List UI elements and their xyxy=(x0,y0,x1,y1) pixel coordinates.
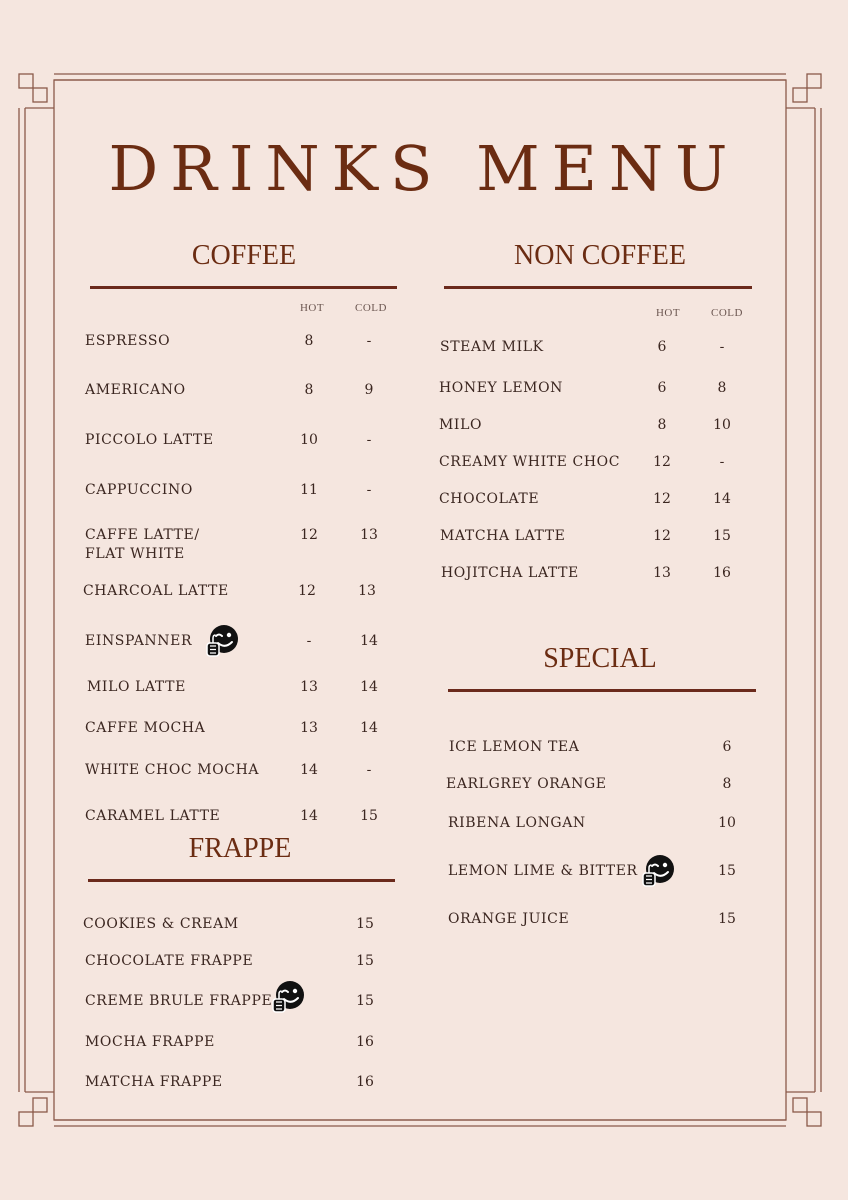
special-item-price: 8 xyxy=(722,776,732,792)
frappe-item-name: CHOCOLATE FRAPPE xyxy=(85,953,254,969)
coffee-hot-price: - xyxy=(306,633,312,649)
coffee-divider xyxy=(90,286,397,289)
menu-title: DRINKS MENU xyxy=(108,132,740,205)
coffee-hot-price: 12 xyxy=(298,583,316,599)
coffee-cold-label: COLD xyxy=(355,302,387,314)
non-coffee-item-name: STEAM MILK xyxy=(440,339,544,355)
frappe-item-price: 15 xyxy=(356,953,374,969)
coffee-item-name: ESPRESSO xyxy=(85,333,171,349)
coffee-item-name: EINSPANNER xyxy=(85,633,193,649)
non-coffee-cold-price: 16 xyxy=(713,565,731,581)
non-coffee-cold-price: 14 xyxy=(713,491,731,507)
non-coffee-cold-price: 8 xyxy=(717,380,727,396)
coffee-cold-price: 13 xyxy=(360,527,378,543)
non-coffee-item-name: HOJITCHA LATTE xyxy=(441,565,579,581)
coffee-hot-price: 14 xyxy=(300,762,318,778)
non-coffee-hot-price: 6 xyxy=(657,380,667,396)
coffee-hot-price: 11 xyxy=(300,482,318,498)
coffee-heading: COFFEE xyxy=(191,240,297,271)
coffee-cold-price: 9 xyxy=(364,382,374,398)
coffee-item-name: CAFFE MOCHA xyxy=(85,720,206,736)
special-divider xyxy=(448,689,756,692)
coffee-hot-price: 13 xyxy=(300,720,318,736)
non-coffee-hot-price: 13 xyxy=(653,565,671,581)
non-coffee-hot-price: 6 xyxy=(657,339,667,355)
coffee-hot-price: 14 xyxy=(300,808,318,824)
coffee-item-name: CAFFE LATTE/ xyxy=(85,527,200,543)
coffee-hot-price: 13 xyxy=(300,679,318,695)
non-coffee-cold-price: - xyxy=(719,454,725,470)
coffee-hot-label: HOT xyxy=(299,302,325,314)
non-coffee-divider xyxy=(444,286,752,289)
frappe-item-name: MOCHA FRAPPE xyxy=(85,1034,215,1050)
frappe-item-name: CREME BRULE FRAPPE xyxy=(85,993,273,1009)
coffee-cold-price: - xyxy=(366,333,372,349)
coffee-item-name: PICCOLO LATTE xyxy=(85,432,214,448)
coffee-item-name-line2: FLAT WHITE xyxy=(85,546,185,562)
special-item-price: 15 xyxy=(718,911,736,927)
non-coffee-hot-price: 12 xyxy=(653,454,671,470)
non-coffee-heading: NON COFFEE xyxy=(514,240,686,271)
non-coffee-item-name: MATCHA LATTE xyxy=(440,528,566,544)
frappe-divider xyxy=(88,879,395,882)
non-coffee-item-name: HONEY LEMON xyxy=(439,380,564,396)
frappe-heading: FRAPPE xyxy=(188,833,292,864)
non-coffee-hot-price: 8 xyxy=(657,417,667,433)
special-item-price: 10 xyxy=(718,815,736,831)
winking-thumbs-up-emoji-icon xyxy=(641,854,675,888)
coffee-cold-price: - xyxy=(366,432,372,448)
coffee-cold-price: 13 xyxy=(358,583,376,599)
special-heading: SPECIAL xyxy=(543,643,657,674)
coffee-item-name: CHARCOAL LATTE xyxy=(83,583,229,599)
non-coffee-hot-label: HOT xyxy=(655,307,681,319)
special-item-name: ICE LEMON TEA xyxy=(449,739,580,755)
coffee-item-name: AMERICANO xyxy=(85,382,186,398)
coffee-cold-price: 14 xyxy=(360,679,378,695)
winking-thumbs-up-emoji-icon xyxy=(205,624,239,658)
special-item-name: RIBENA LONGAN xyxy=(448,815,586,831)
winking-thumbs-up-emoji-icon xyxy=(271,980,305,1014)
special-item-price: 15 xyxy=(718,863,736,879)
coffee-cold-price: - xyxy=(366,762,372,778)
frappe-item-price: 16 xyxy=(356,1074,374,1090)
frappe-item-price: 16 xyxy=(356,1034,374,1050)
coffee-hot-price: 10 xyxy=(300,432,318,448)
non-coffee-item-name: CHOCOLATE xyxy=(439,491,540,507)
coffee-cold-price: 14 xyxy=(360,720,378,736)
coffee-cold-price: 14 xyxy=(360,633,378,649)
non-coffee-hot-price: 12 xyxy=(653,491,671,507)
special-item-price: 6 xyxy=(722,739,732,755)
coffee-hot-price: 8 xyxy=(304,382,314,398)
non-coffee-item-name: MILO xyxy=(439,417,483,433)
coffee-item-name: WHITE CHOC MOCHA xyxy=(85,762,260,778)
coffee-item-name: CARAMEL LATTE xyxy=(85,808,221,824)
coffee-item-name: MILO LATTE xyxy=(87,679,186,695)
non-coffee-cold-price: - xyxy=(719,339,725,355)
non-coffee-hot-price: 12 xyxy=(653,528,671,544)
coffee-hot-price: 8 xyxy=(304,333,314,349)
special-item-name: ORANGE JUICE xyxy=(448,911,570,927)
coffee-cold-price: - xyxy=(366,482,372,498)
special-item-name: EARLGREY ORANGE xyxy=(446,776,607,792)
non-coffee-item-name: CREAMY WHITE CHOC xyxy=(439,454,621,470)
frappe-item-name: MATCHA FRAPPE xyxy=(85,1074,223,1090)
coffee-hot-price: 12 xyxy=(300,527,318,543)
non-coffee-cold-price: 15 xyxy=(713,528,731,544)
non-coffee-cold-label: COLD xyxy=(711,307,743,319)
non-coffee-cold-price: 10 xyxy=(713,417,731,433)
coffee-cold-price: 15 xyxy=(360,808,378,824)
frappe-item-price: 15 xyxy=(356,993,374,1009)
frappe-item-name: COOKIES & CREAM xyxy=(83,916,239,932)
coffee-item-name: CAPPUCCINO xyxy=(85,482,193,498)
frappe-item-price: 15 xyxy=(356,916,374,932)
special-item-name: LEMON LIME & BITTER xyxy=(448,863,638,879)
